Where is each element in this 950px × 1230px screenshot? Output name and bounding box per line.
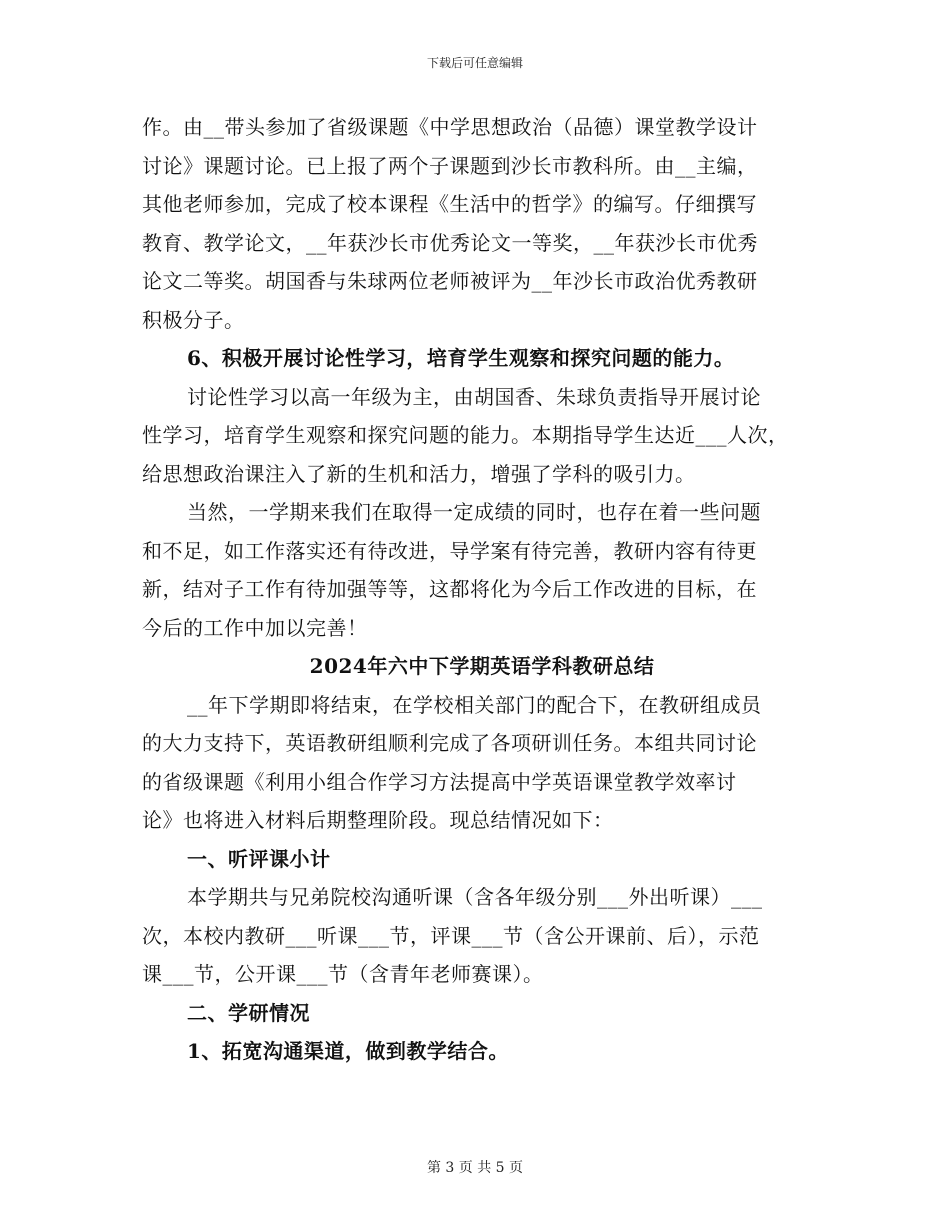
paragraph-line: 课___节，公开课___节（含青年老师赛课）。 [142,962,544,986]
paragraph-line: __年下学期即将结束，在学校相关部门的配合下，在教研组成员 [187,692,762,717]
paragraph-line: 讨论》课题讨论。已上报了两个子课题到沙长市教科所。由__主编， [142,153,758,178]
paragraph-line: 的省级课题《利用小组合作学习方法提高中学英语课堂教学效率讨 [142,769,737,794]
paragraph-line: 其他老师参加，完成了校本课程《生活中的哲学》的编写。仔细撰写 [142,192,757,216]
paragraph-line: 论》也将进入材料后期整理阶段。现总结情况如下： [142,808,614,832]
paragraph-line: 性学习，培育学生观察和探究问题的能力。本期指导学生达近___人次， [142,423,789,447]
paragraph-line: 本学期共与兄弟院校沟通听课（含各年级分别___外出听课）___ [187,885,763,909]
paragraph-line: 作。由__带头参加了省级课题《中学思想政治（品德）课堂教学设计 [142,115,758,139]
paragraph-line: 论文二等奖。胡国香与朱球两位老师被评为__年沙长市政治优秀教研 [142,269,758,293]
page-header: 下载后可任意编辑 [426,56,523,70]
page-number: 第 3 页 共 5 页 [426,1160,524,1176]
paragraph-line: 给思想政治课注入了新的生机和活力，增强了学科的吸引力。 [142,461,696,486]
paragraph-line: 今后的工作中加以完善！ [142,615,368,640]
paragraph-line: 积极分子。 [142,307,245,332]
section-heading: 一、听评课小计 [187,846,331,871]
section-heading: 6、积极开展讨论性学习，培育学生观察和探究问题的能力。 [187,346,735,370]
document-body [142,108,822,1071]
paragraph-line: 次，本校内教研___听课___节，评课___节（含公开课前、后），示范 [142,923,760,948]
paragraph-line: 和不足，如工作落实还有待改进，导学案有待完善，教研内容有待更 [142,538,757,563]
section-heading: 1、拓宽沟通渠道，做到教学结合。 [187,1039,509,1063]
paragraph-line: 当然，一学期来我们在取得一定成绩的同时，也存在着一些问题 [187,500,761,524]
paragraph-line: 教育、教学论文，__年获沙长市优秀论文一等奖，__年获沙长市优秀 [142,230,758,255]
document-title: 2024年六中下学期英语学科教研总结 [309,654,655,678]
section-heading: 二、学研情况 [187,1000,310,1025]
paragraph-line: 讨论性学习以高一年级为主，由胡国香、朱球负责指导开展讨论 [187,384,761,409]
paragraph-line: 的大力支持下，英语教研组顺利完成了各项研训任务。本组共同讨论 [142,731,757,755]
paragraph-line: 新，结对子工作有待加强等等，这都将化为今后工作改进的目标，在 [142,577,757,601]
